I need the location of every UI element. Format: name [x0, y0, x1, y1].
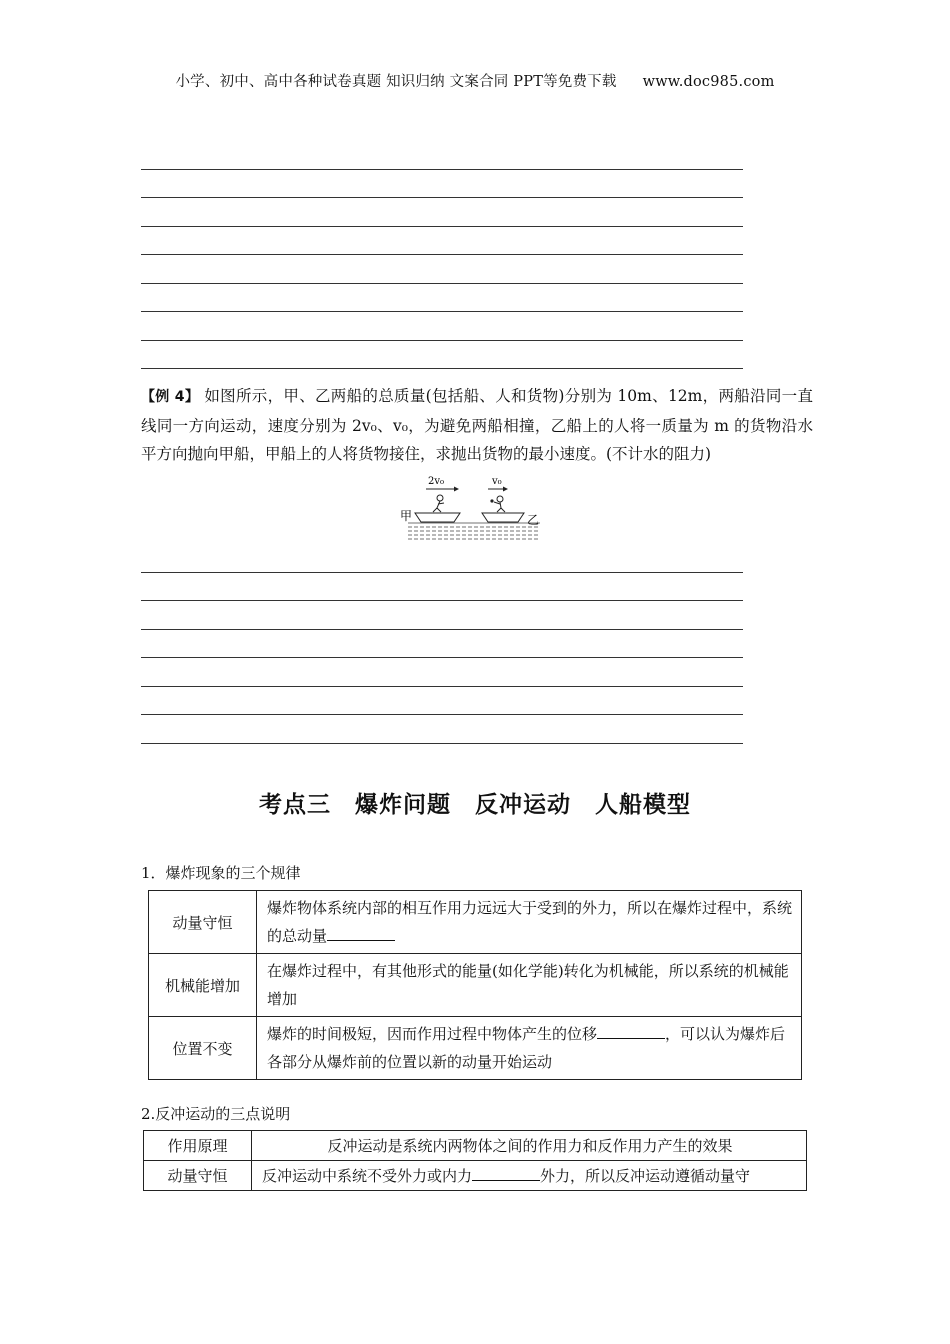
- fill-blank[interactable]: [327, 926, 395, 941]
- arrow-b-head-icon: [503, 487, 508, 492]
- cargo-icon: [490, 499, 493, 502]
- table-row: [149, 954, 802, 1017]
- answer-line[interactable]: [141, 311, 743, 312]
- answer-line[interactable]: [141, 600, 743, 601]
- header-site[interactable]: www.doc985.com: [642, 74, 775, 90]
- row-key: 动量守恒: [149, 891, 257, 954]
- row-key: 作用原理: [144, 1131, 252, 1161]
- example-tag: 【例 4】: [141, 389, 200, 405]
- row-text: 爆炸物体系统内部的相互作用力远远大于受到的外力，所以在爆炸过程中，系统的总动量: [267, 899, 793, 945]
- section-title: 考点三 爆炸问题 反冲运动 人船模型: [259, 792, 691, 818]
- row-key: 动量守恒: [144, 1161, 252, 1191]
- answer-line[interactable]: [141, 743, 743, 744]
- water-lines: [408, 523, 540, 539]
- row-value: [252, 1161, 807, 1191]
- boats-figure: [400, 473, 550, 548]
- arrow-a-head-icon: [454, 487, 459, 492]
- boat-a-icon: [415, 513, 460, 522]
- row-key: 机械能增加: [149, 954, 257, 1017]
- example-text: 如图所示，甲、乙两船的总质量(包括船、人和货物)分别为 10m、12m，两船沿同一直线同一方向运动，速度分别为 2v₀、v₀，为避免两船相撞，乙船上的人将一质量为 m 的货物沿水平方向抛向甲船，甲船上的人将货物接住，求抛出货物的最小速度。(不计水的阻力): [141, 387, 813, 463]
- table-row: [144, 1161, 807, 1191]
- fill-blank[interactable]: [472, 1166, 540, 1181]
- boat-label-b: 乙: [527, 513, 540, 527]
- row-value: [257, 1017, 802, 1080]
- fill-blank[interactable]: [597, 1024, 665, 1039]
- answer-line[interactable]: [141, 226, 743, 227]
- answer-line[interactable]: [141, 572, 743, 573]
- table-row: [144, 1131, 807, 1161]
- answer-line[interactable]: [141, 283, 743, 284]
- answer-line[interactable]: [141, 368, 743, 369]
- header-text: 小学、初中、高中各种试卷真题 知识归纳 文案合同 PPT等免费下载: [175, 74, 617, 90]
- row-text: 反冲运动中系统不受外力或内力: [262, 1167, 473, 1185]
- table-row: [149, 891, 802, 954]
- answer-line[interactable]: [141, 714, 743, 715]
- example-4: [141, 382, 813, 469]
- row-text: 反冲运动是系统内两物体之间的作用力和反作用力产生的效果: [327, 1137, 733, 1155]
- recoil-table: [143, 1130, 807, 1191]
- table-row: [149, 1017, 802, 1080]
- row-value: [257, 954, 802, 1017]
- velocity-label-b: v₀: [492, 476, 502, 487]
- recoil-heading: 2.反冲运动的三点说明: [141, 1105, 291, 1123]
- boat-label-a: 甲: [400, 509, 413, 523]
- row-text: 爆炸的时间极短，因而作用过程中物体产生的位移: [267, 1025, 598, 1043]
- answer-line[interactable]: [141, 340, 743, 341]
- person-b-icon: [497, 496, 503, 502]
- row-value: [252, 1131, 807, 1161]
- velocity-label-a: 2v₀: [428, 476, 445, 487]
- row-text-after: 外力，所以反冲运动遵循动量守: [540, 1167, 751, 1185]
- row-text: 在爆炸过程中，有其他形式的能量(如化学能)转化为机械能，所以系统的机械能增加: [267, 962, 789, 1008]
- answer-line[interactable]: [141, 197, 743, 198]
- answer-line[interactable]: [141, 629, 743, 630]
- boat-b-icon: [482, 513, 524, 522]
- page-header: [0, 70, 950, 91]
- answer-line[interactable]: [141, 657, 743, 658]
- row-key: 位置不变: [149, 1017, 257, 1080]
- explosion-heading: 1．爆炸现象的三个规律: [141, 864, 301, 882]
- answer-line[interactable]: [141, 169, 743, 170]
- explosion-table: [148, 890, 802, 1080]
- answer-line[interactable]: [141, 254, 743, 255]
- person-a-icon: [437, 495, 443, 501]
- answer-line[interactable]: [141, 686, 743, 687]
- row-text-after: ，可以认为爆炸后各部分从爆炸前的位置以新的动量开始运动: [267, 1025, 786, 1071]
- row-value: [257, 891, 802, 954]
